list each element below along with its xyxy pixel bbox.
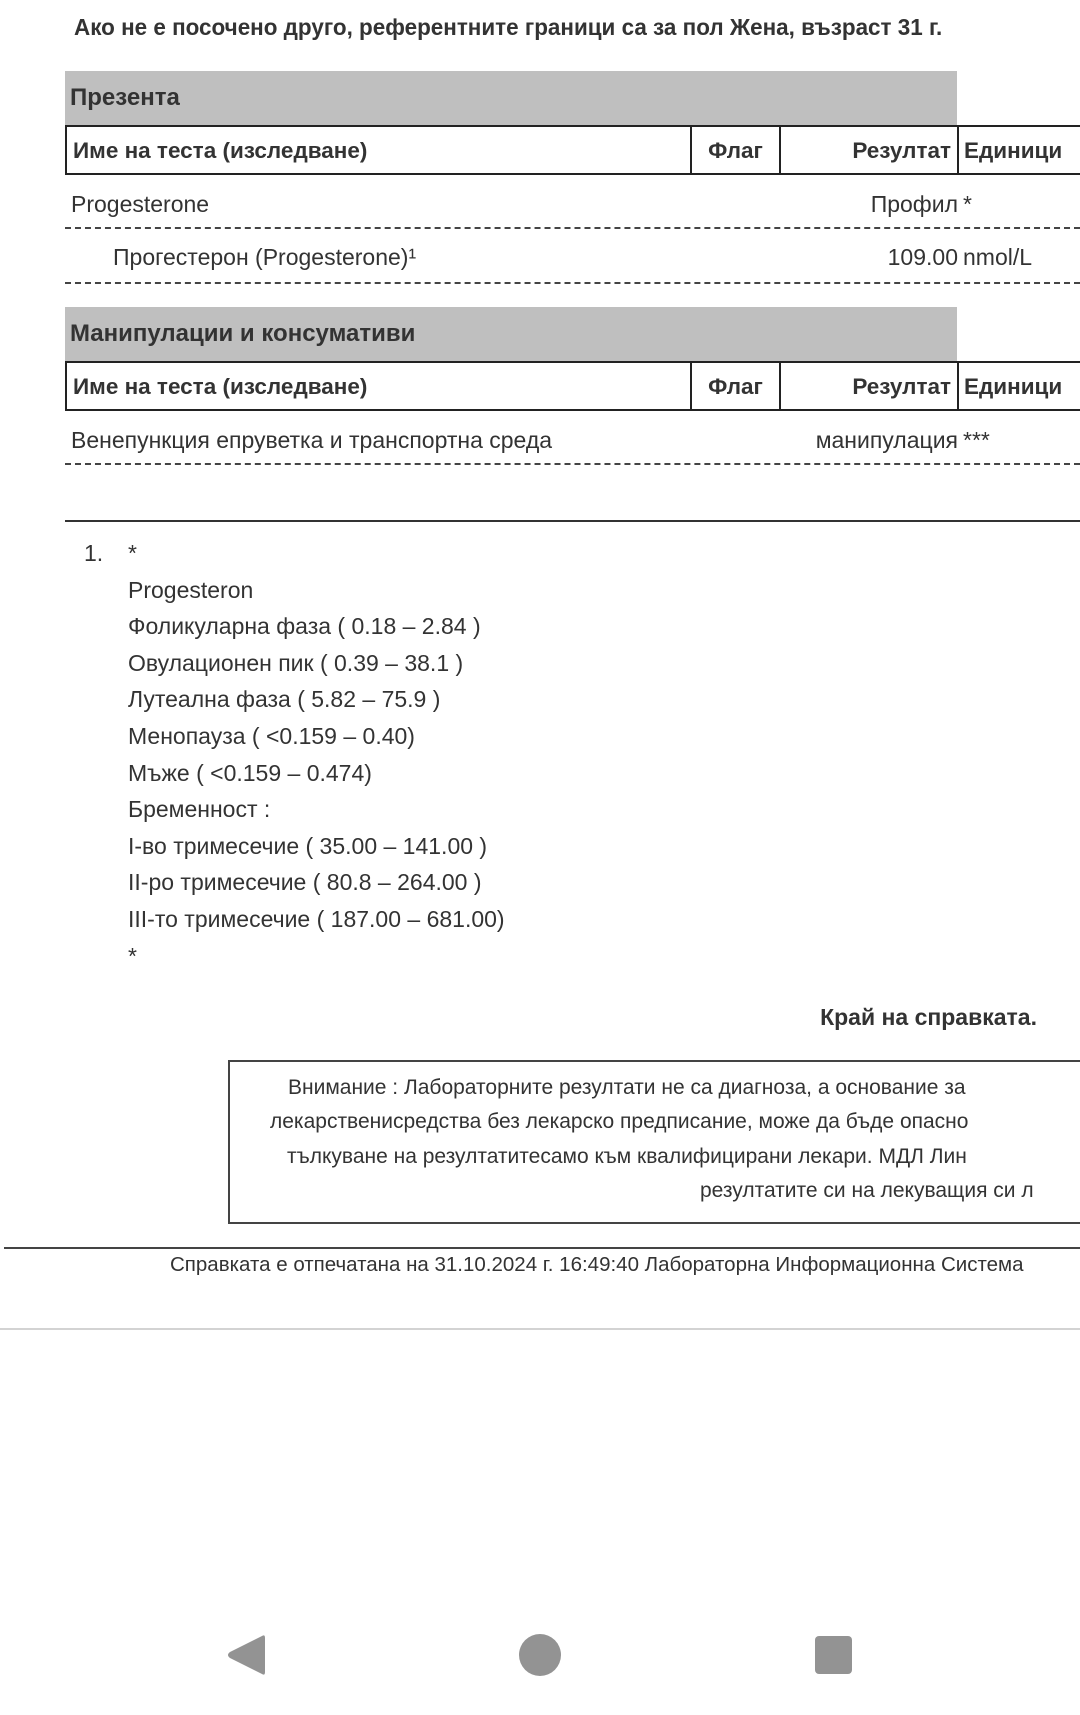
test-name: Венепункция епруветка и транспортна среда [71, 427, 553, 453]
test-name: Прогестерон (Progesterone)¹ [113, 244, 417, 270]
warning-line: тълкуване на резултатитесамо към квалифицирани лекари. МДЛ Лин [287, 1145, 967, 1168]
footer-divider [4, 1247, 1080, 1249]
note-number: 1. [84, 540, 104, 566]
test-units: *** [963, 427, 990, 453]
column-header-units: Единици [964, 374, 1063, 399]
column-header-flag: Флаг [692, 363, 781, 409]
note-line: Фоликуларна фаза ( 0.18 – 2.84 ) [128, 613, 481, 640]
note-line: III-то тримесечие ( 187.00 – 681.00) [128, 905, 505, 932]
column-header-name: Име на теста (изследване) [67, 127, 692, 173]
table-header [65, 361, 1080, 411]
note-lines [128, 535, 505, 974]
note-line: II-ро тримесечие ( 80.8 – 264.00 ) [128, 869, 482, 896]
recents-icon[interactable] [815, 1636, 852, 1674]
warning-line: Внимание : Лабораторните резултати не са диагноза, а основание за [288, 1076, 966, 1099]
note-line: * [128, 942, 137, 969]
reference-note-title: Ако не е посочено друго, референтните граници са за пол Жена, възраст 31 г. [74, 14, 943, 40]
note-line: * [128, 540, 137, 566]
warning-box [228, 1060, 1080, 1224]
test-result: 109.00 [887, 244, 958, 270]
test-name: Progesterone [71, 191, 210, 217]
section-title: Презента [70, 84, 180, 111]
column-header-result: Резултат [781, 127, 959, 173]
home-icon[interactable] [519, 1634, 561, 1676]
warning-line: лекарственисредства без лекарско предписание, може да бъде опасно [270, 1110, 969, 1133]
table-row [65, 413, 1080, 465]
printed-timestamp: Справката е отпечатана на 31.10.2024 г. 16:49:40 Лабораторна Информационна Система [170, 1253, 1024, 1276]
column-header-result: Резултат [781, 363, 959, 409]
note-line: Менопауза ( <0.159 – 0.40) [128, 722, 415, 749]
test-result: манипулация [815, 427, 958, 453]
warning-line: резултатите си на лекуващия си л [700, 1179, 1034, 1202]
note-line: Progesteron [128, 576, 254, 603]
note-line: Овулационен пик ( 0.39 – 38.1 ) [128, 649, 464, 676]
page-end-separator [0, 1328, 1080, 1330]
note-line: Лутеална фаза ( 5.82 – 75.9 ) [128, 686, 441, 713]
column-header-name: Име на теста (изследване) [67, 363, 692, 409]
table-row [65, 230, 1080, 284]
divider [65, 520, 1080, 522]
column-header-flag: Флаг [692, 127, 781, 173]
section-header-manipulations [65, 307, 957, 361]
section-header-presenta [65, 71, 957, 125]
section-title: Манипулации и консумативи [70, 320, 416, 347]
test-result: Профил [870, 191, 958, 217]
note-line: I-во тримесечие ( 35.00 – 141.00 ) [128, 832, 488, 859]
test-units: * [963, 191, 972, 217]
note-line: Мъже ( <0.159 – 0.474) [128, 759, 372, 786]
column-header-units: Единици [964, 138, 1063, 163]
note-line: Бременност : [128, 796, 271, 823]
table-header [65, 125, 1080, 175]
end-of-report-label: Край на справката. [820, 1004, 1037, 1030]
table-row [65, 177, 1080, 229]
back-icon[interactable] [226, 1634, 266, 1676]
navigation-bar [0, 1620, 1080, 1715]
test-units: nmol/L [963, 244, 1033, 270]
